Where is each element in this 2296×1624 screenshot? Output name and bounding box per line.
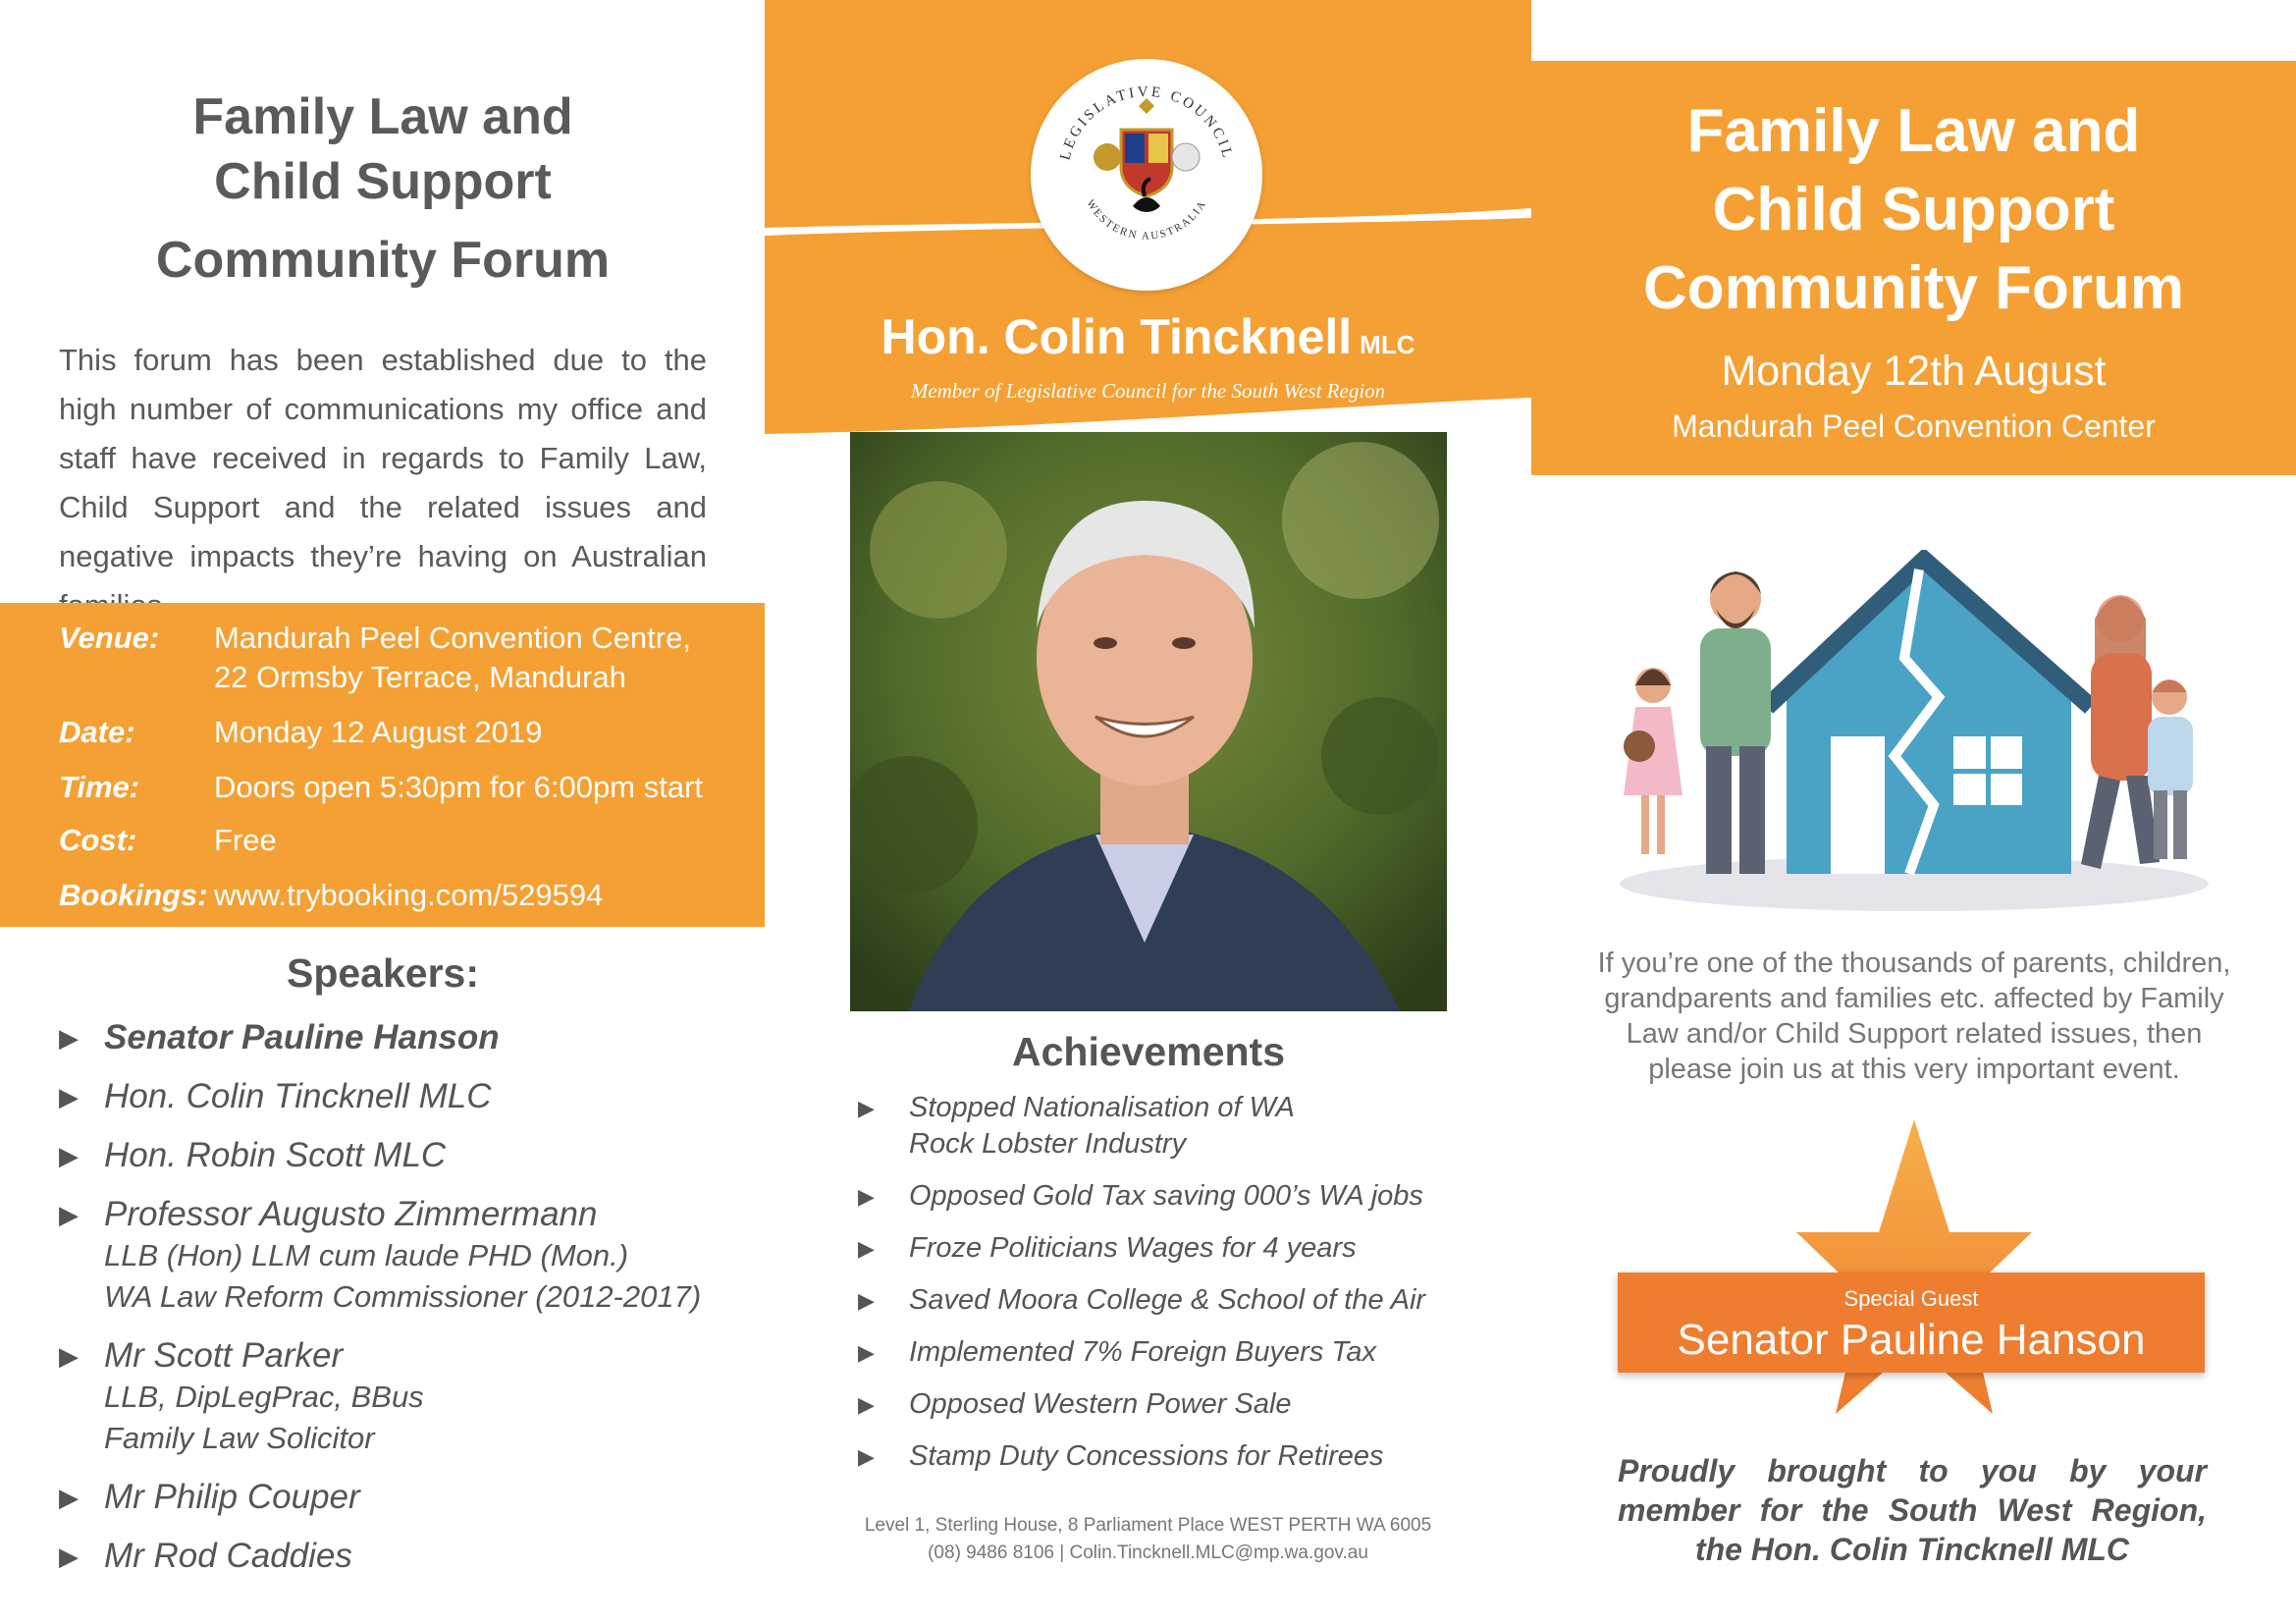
speakers-list xyxy=(59,1017,736,1595)
achievements-list xyxy=(858,1090,1467,1490)
speaker-role: Family Law Solicitor xyxy=(104,1421,375,1455)
speaker-name: Professor Augusto Zimmermann xyxy=(104,1195,598,1233)
invitation-text: If you’re one of the thousands of parents, children, grandparents and families etc. affected by Family Law and/or Child Support related issues, then please join us at this very important event. xyxy=(1597,947,2231,1085)
venue-value-line2: 22 Ormsby Terrace, Mandurah xyxy=(214,660,626,694)
arrow-right-icon: ▶ xyxy=(858,1392,875,1417)
list-item xyxy=(858,1230,1467,1267)
achievements-heading: Achievements xyxy=(1011,1029,1285,1074)
event-details-box xyxy=(0,603,765,927)
arrow-right-icon: ▶ xyxy=(858,1340,875,1365)
right-title-line3: Community Forum xyxy=(1642,254,2185,322)
cost-value: Free xyxy=(214,823,277,857)
list-item xyxy=(59,1017,736,1058)
arrow-right-icon: ▶ xyxy=(858,1288,875,1313)
achievement-text: Froze Politicians Wages for 4 years xyxy=(909,1232,1357,1264)
speaker-name: Hon. Colin Tincknell MLC xyxy=(104,1077,492,1115)
time-label: Time: xyxy=(59,770,140,804)
member-suffix: MLC xyxy=(1360,330,1415,359)
achievement-text: Stamp Duty Concessions for Retirees xyxy=(909,1440,1384,1472)
left-title-line1: Family Law and xyxy=(192,88,573,145)
list-item xyxy=(59,1536,736,1577)
venue-label: Venue: xyxy=(59,621,160,655)
arrow-right-icon: ▶ xyxy=(59,1023,79,1053)
special-guest-banner xyxy=(1618,1272,2205,1373)
list-item xyxy=(858,1438,1467,1475)
address-line: Level 1, Sterling House, 8 Parliament Place WEST PERTH WA 6005 xyxy=(864,1515,1432,1536)
arrow-right-icon: ▶ xyxy=(59,1141,79,1170)
achievement-text: Stopped Nationalisation of WA xyxy=(909,1092,1295,1123)
list-item xyxy=(858,1178,1467,1215)
cost-label: Cost: xyxy=(59,823,137,857)
crest-icon xyxy=(1031,59,1262,291)
arrow-right-icon: ▶ xyxy=(858,1184,875,1209)
achievement-text: Opposed Gold Tax saving 000’s WA jobs xyxy=(909,1180,1423,1212)
date-label: Date: xyxy=(59,715,135,749)
list-item xyxy=(858,1282,1467,1319)
speaker-qualifications: LLB (Hon) LLM cum laude PHD (Mon.) xyxy=(104,1238,629,1272)
speakers-heading: Speakers: xyxy=(286,950,479,996)
legislative-council-emblem xyxy=(1031,59,1262,291)
arrow-right-icon: ▶ xyxy=(858,1444,875,1469)
member-name xyxy=(765,308,1531,365)
svg-text:LEGISLATIVE COUNCIL: LEGISLATIVE COUNCIL xyxy=(1057,83,1236,162)
svg-text:WESTERN AUSTRALIA: WESTERN AUSTRALIA xyxy=(1084,197,1209,243)
special-guest-name: Senator Pauline Hanson xyxy=(1677,1316,2146,1364)
arrow-right-icon: ▶ xyxy=(59,1542,79,1571)
special-guest-label: Special Guest xyxy=(1843,1286,1979,1311)
list-item xyxy=(59,1194,736,1318)
list-item xyxy=(858,1090,1467,1163)
proudly-brought-text: Proudly brought to you by your member for the South West Region, the Hon. Colin Tincknell MLC xyxy=(1618,1453,2207,1567)
left-title-line2: Child Support xyxy=(214,153,552,210)
speaker-qualifications: LLB, DipLegPrac, BBus xyxy=(104,1380,424,1414)
speaker-name: Mr Rod Caddies xyxy=(104,1537,352,1575)
arrow-right-icon: ▶ xyxy=(858,1236,875,1261)
achievement-text: Implemented 7% Foreign Buyers Tax xyxy=(909,1336,1377,1368)
list-item xyxy=(858,1334,1467,1371)
list-item xyxy=(59,1335,736,1459)
achievement-text: Saved Moora College & School of the Air xyxy=(909,1284,1426,1316)
achievement-text: Opposed Western Power Sale xyxy=(909,1388,1292,1420)
member-role: Member of Legislative Council for the South West Region xyxy=(910,379,1386,403)
family-illustration xyxy=(1610,550,2218,913)
list-item xyxy=(59,1135,736,1176)
right-title-line2: Child Support xyxy=(1712,176,2115,244)
member-name-text: Hon. Colin Tincknell xyxy=(881,309,1353,364)
event-date: Monday 12th August xyxy=(1721,348,2107,395)
list-item xyxy=(59,1477,736,1518)
arrow-right-icon: ▶ xyxy=(59,1341,79,1371)
right-title-line1: Family Law and xyxy=(1686,97,2141,165)
list-item xyxy=(858,1386,1467,1423)
arrow-right-icon: ▶ xyxy=(59,1200,79,1229)
speaker-name: Mr Philip Couper xyxy=(104,1478,360,1516)
arrow-right-icon: ▶ xyxy=(59,1483,79,1512)
member-portrait-photo xyxy=(850,432,1447,1011)
speaker-name: Hon. Robin Scott MLC xyxy=(104,1136,447,1174)
intro-paragraph: This forum has been established due to the high number of communications my office and staff have received in regards to Family Law, Child Support and the related issues and negative impacts they’re having on Australian xyxy=(59,343,707,573)
venue-value-line1: Mandurah Peel Convention Centre, xyxy=(214,621,691,655)
bookings-link[interactable]: www.trybooking.com/529594 xyxy=(214,878,604,912)
bookings-label: Bookings: xyxy=(59,878,208,912)
event-venue: Mandurah Peel Convention Center xyxy=(1672,408,2156,444)
contact-line: (08) 9486 8106 | Colin.Tincknell.MLC@mp.wa.gov.au xyxy=(928,1543,1368,1563)
speaker-name: Mr Scott Parker xyxy=(104,1336,344,1375)
list-item xyxy=(59,1076,736,1117)
speaker-role: WA Law Reform Commissioner (2012-2017) xyxy=(104,1279,702,1314)
speaker-name: Senator Pauline Hanson xyxy=(104,1018,500,1056)
left-title xyxy=(59,84,707,293)
left-title-line3: Community Forum xyxy=(155,232,611,289)
date-value: Monday 12 August 2019 xyxy=(214,715,543,749)
arrow-right-icon: ▶ xyxy=(59,1082,79,1111)
office-address xyxy=(765,1512,1531,1567)
arrow-right-icon: ▶ xyxy=(858,1096,875,1120)
right-title xyxy=(1531,92,2296,328)
time-value: Doors open 5:30pm for 6:00pm start xyxy=(214,770,703,804)
achievement-text-line2: Rock Lobster Industry xyxy=(909,1128,1187,1160)
